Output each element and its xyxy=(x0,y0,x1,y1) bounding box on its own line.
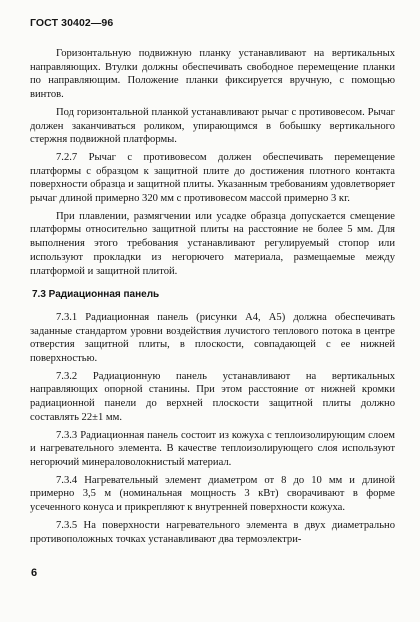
paragraph-7-3-2: 7.3.2 Радиационную панель устанавливают на вертикальных направляющих опорной станины. При этом расстояние от нижней кромки радиационной панели до верхней плоскости защитной плиты должно составлять 22±1 мм. xyxy=(30,370,395,423)
page-body xyxy=(30,47,395,550)
paragraph-planka: Горизонтальную подвижную планку устанавливают на вертикальных направляющих. Втулки должны обеспечивать свободное перемещение планки по направляющим. Положение планки фиксируется вручную, с помощью винтов. xyxy=(30,48,395,101)
paragraph-lever: Под горизонтальной планкой устанавливают рычаг с противовесом. Рычаг должен заканчиваться роликом, упирающимся в бобышку вертикального стержня подвижной платформы. xyxy=(30,106,395,146)
section-heading: 7.3 Радиационная панель xyxy=(32,289,160,301)
page-number: 6 xyxy=(31,567,38,579)
document-header: ГОСТ 30402—96 xyxy=(30,17,114,29)
paragraph-7-2-7: 7.2.7 Рычаг с противовесом должен обеспечивать перемещение платформы с образцом к защитной плите до достижения плотного контакта поверхности образца и защитной плиты. Указанным требованиям удовлетворяет рычаг длиной примерно 320 мм с противовесом массой примерно 3 кг. xyxy=(30,151,395,205)
paragraph-melting: При плавлении, размягчении или усадке образца допускается смещение платформы относительно защитной плиты на расстояние не более 5 мм. Для выполнения этого требования устанавливают регулируемый стопор или используют прокладки из негорючего материала, размещаемые между платформой и защитной плитой. xyxy=(30,210,395,277)
paragraph-7-3-5: 7.3.5 На поверхности нагревательного элемента в двух диаметрально противоположных точках устанавливают два термоэлектри- xyxy=(30,519,395,545)
paragraph-7-3-3: 7.3.3 Радиационная панель состоит из кожуха с теплоизолирующим слоем и нагревательного элемента. В качестве теплоизолирующего слоя используют негорючий минераловолокнистый материал. xyxy=(30,429,395,468)
paragraph-7-3-1: 7.3.1 Радиационная панель (рисунки А4, А5) должна обеспечивать заданные стандартом уровни воздействия лучистого теплового потока в центре отверстия защитной плиты, в плоскости, совпадающей с ее нижней поверхностью. xyxy=(30,311,395,365)
paragraph-7-3-4: 7.3.4 Нагревательный элемент диаметром от 8 до 10 мм и длиной примерно 3,5 м (номинальная мощность 3 кВт) сворачивают в форме усеченного конуса и прикрепляют к внутренней поверхности кожуха. xyxy=(30,474,395,514)
